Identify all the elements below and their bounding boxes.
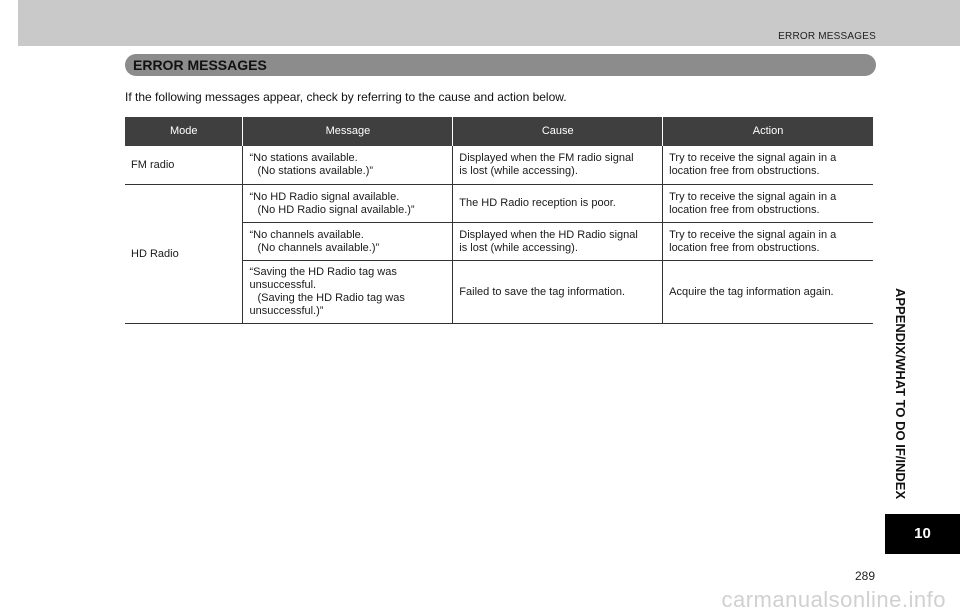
cell-cause: [453, 146, 663, 185]
table-row: [125, 146, 873, 185]
action-line: location free from obstructions.: [669, 165, 820, 177]
message-line: “No channels available.: [249, 228, 364, 241]
cell-cause: [453, 185, 663, 223]
cause-line: Displayed when the HD Radio signal: [459, 228, 638, 241]
cell-mode: FM radio: [125, 146, 243, 185]
action-line: location free from obstructions.: [669, 241, 820, 254]
watermark: carmanualsonline.info: [721, 587, 946, 612]
header-action: Action: [663, 117, 873, 146]
table-row: [125, 185, 873, 223]
cell-message: [243, 261, 453, 324]
action-line: Try to receive the signal again in a: [669, 152, 837, 164]
message-line: (No HD Radio signal available.)”: [257, 203, 415, 216]
error-messages-table: [125, 117, 873, 324]
page-number: 289: [854, 569, 875, 583]
cause-line: is lost (while accessing).: [459, 165, 578, 177]
action-line: Try to receive the signal again in a: [669, 190, 837, 203]
cell-action: [663, 223, 873, 261]
cell-mode: HD Radio: [125, 185, 243, 324]
action-line: Try to receive the signal again in a: [669, 228, 837, 241]
running-header: ERROR MESSAGES: [778, 31, 876, 42]
cell-cause: [453, 223, 663, 261]
message-line: (No stations available.)”: [257, 165, 374, 177]
header-mode: Mode: [125, 117, 243, 146]
cause-line: The HD Radio reception is poor.: [459, 197, 616, 209]
section-title: ERROR MESSAGES: [133, 57, 267, 73]
chapter-number-tab: 10: [885, 514, 960, 554]
message-line: unsuccessful.)”: [249, 305, 324, 317]
message-line: (Saving the HD Radio tag was: [257, 292, 405, 304]
message-line: unsuccessful.: [249, 279, 317, 291]
header-message: Message: [243, 117, 453, 146]
message-line: “No HD Radio signal available.: [249, 190, 400, 203]
message-line: (No channels available.)”: [257, 241, 380, 254]
cell-action: [663, 261, 873, 324]
header-cause: Cause: [453, 117, 663, 146]
side-chapter-title: APPENDIX/WHAT TO DO IF/INDEX: [893, 288, 908, 500]
action-line: location free from obstructions.: [669, 203, 820, 216]
cell-cause: [453, 261, 663, 324]
action-line: Acquire the tag information again.: [669, 285, 834, 298]
table-header-row: [125, 117, 873, 146]
cell-action: [663, 146, 873, 185]
cell-message: [243, 223, 453, 261]
cell-message: [243, 146, 453, 185]
cause-line: is lost (while accessing).: [459, 241, 578, 254]
cell-action: [663, 185, 873, 223]
message-line: “Saving the HD Radio tag was: [249, 266, 397, 278]
cause-line: Displayed when the FM radio signal: [459, 152, 634, 164]
message-line: “No stations available.: [249, 152, 358, 164]
cause-line: Failed to save the tag information.: [459, 285, 626, 298]
intro-text: If the following messages appear, check by referring to the cause and action below.: [125, 90, 567, 104]
cell-message: [243, 185, 453, 223]
